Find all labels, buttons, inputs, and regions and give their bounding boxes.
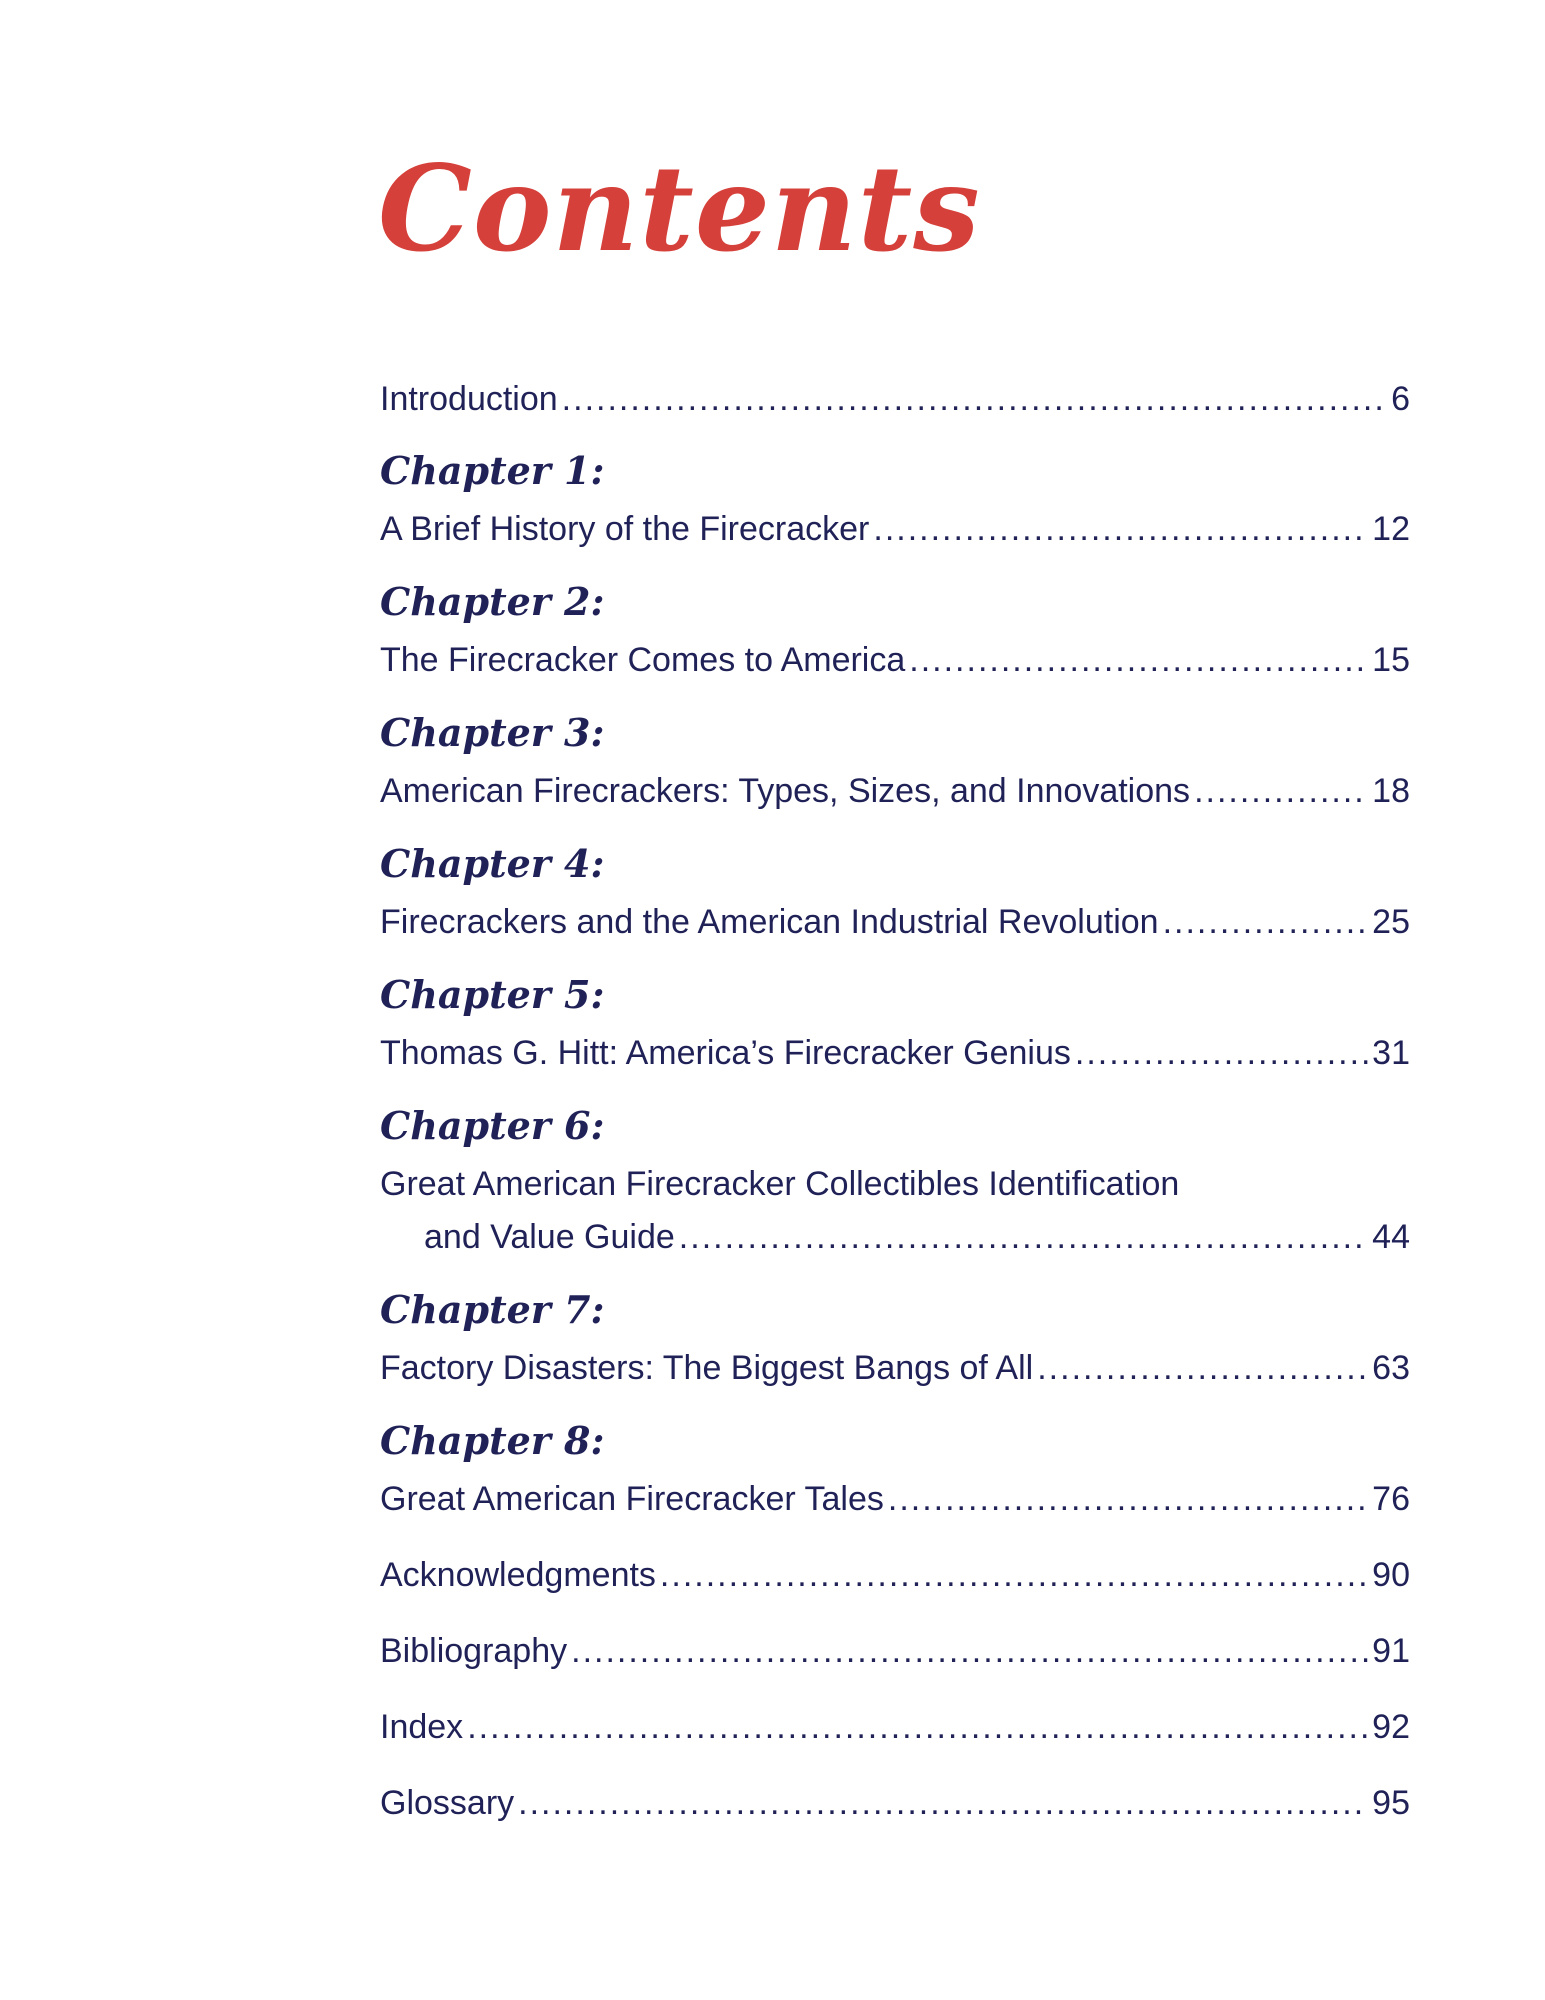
chapter-label-3: Chapter 3:: [380, 710, 605, 755]
toc-entry-chapter-2[interactable]: [380, 637, 1410, 683]
toc-entry-title: American Firecrackers: Types, Sizes, and Innovations: [380, 772, 1191, 810]
toc-page-number: 25: [1372, 903, 1410, 941]
toc-entry-title: Thomas G. Hitt: America’s Firecracker Genius: [380, 1034, 1071, 1072]
dot-leader: [1075, 1030, 1368, 1076]
dot-leader: [571, 1628, 1368, 1674]
toc-entry-title: Great American Firecracker Tales: [380, 1480, 884, 1518]
chapter-label-4: Chapter 4:: [380, 841, 605, 886]
toc-entry-chapter-1[interactable]: [380, 506, 1410, 552]
toc-page-number: 90: [1372, 1556, 1410, 1594]
toc-page-number: 92: [1372, 1708, 1410, 1746]
toc-entry-chapter-4[interactable]: [380, 899, 1410, 945]
toc-page-number: 15: [1372, 641, 1410, 679]
dot-leader: [679, 1214, 1368, 1260]
toc-entry-chapter-8[interactable]: [380, 1476, 1410, 1522]
toc-entry-title: The Firecracker Comes to America: [380, 641, 906, 679]
dot-leader: [660, 1552, 1368, 1598]
toc-entry-index[interactable]: [380, 1704, 1410, 1750]
toc-entry-introduction[interactable]: [380, 376, 1410, 422]
toc-page-number: 12: [1372, 510, 1410, 548]
toc-page-number: 44: [1372, 1218, 1410, 1256]
dot-leader: [1163, 899, 1369, 945]
chapter-label-2: Chapter 2:: [380, 579, 605, 624]
toc-page-number: 76: [1372, 1480, 1410, 1518]
toc-entry-title: Firecrackers and the American Industrial Revolution: [380, 903, 1159, 941]
chapter-label-6: Chapter 6:: [380, 1103, 605, 1148]
dot-leader: [518, 1780, 1368, 1826]
dot-leader: [467, 1704, 1368, 1750]
chapter-label-1: Chapter 1:: [380, 448, 605, 493]
chapter-label-5: Chapter 5:: [380, 972, 605, 1017]
toc-entry-title: A Brief History of the Firecracker: [380, 510, 870, 548]
dot-leader: [909, 637, 1368, 683]
toc-entry-chapter-3[interactable]: [380, 768, 1410, 814]
toc-entry-glossary[interactable]: [380, 1780, 1410, 1826]
toc-entry-title: Acknowledgments: [380, 1556, 656, 1594]
page-title: Contents: [378, 139, 981, 278]
toc-entry-title: Bibliography: [380, 1632, 568, 1670]
toc-entry-title: Glossary: [380, 1784, 515, 1822]
toc-entry-bibliography[interactable]: [380, 1628, 1410, 1674]
toc-entry-chapter-6[interactable]: [424, 1214, 1410, 1260]
dot-leader: [562, 376, 1387, 422]
toc-entry-title: Index: [380, 1708, 464, 1746]
dot-leader: [888, 1476, 1368, 1522]
toc-page-number: 6: [1391, 380, 1410, 418]
dot-leader: [1037, 1345, 1368, 1391]
toc-page-number: 95: [1372, 1784, 1410, 1822]
toc-page-number: 91: [1372, 1632, 1410, 1670]
toc-entry-chapter-5[interactable]: [380, 1030, 1410, 1076]
toc-page-number: 31: [1372, 1034, 1410, 1072]
toc-entry-acknowledgments[interactable]: [380, 1552, 1410, 1598]
dot-leader: [873, 506, 1368, 552]
dot-leader: [1194, 768, 1368, 814]
toc-entry-chapter-6-line1[interactable]: Great American Firecracker Collectibles Identification: [380, 1165, 1180, 1203]
toc-entry-title: and Value Guide: [424, 1218, 675, 1256]
toc-page-number: 63: [1372, 1349, 1410, 1387]
toc-entry-chapter-7[interactable]: [380, 1345, 1410, 1391]
toc-page-number: 18: [1372, 772, 1410, 810]
chapter-label-8: Chapter 8:: [380, 1418, 605, 1463]
chapter-label-7: Chapter 7:: [380, 1287, 605, 1332]
toc-entry-title: Factory Disasters: The Biggest Bangs of All: [380, 1349, 1034, 1387]
toc-entry-title: Introduction: [380, 380, 558, 418]
